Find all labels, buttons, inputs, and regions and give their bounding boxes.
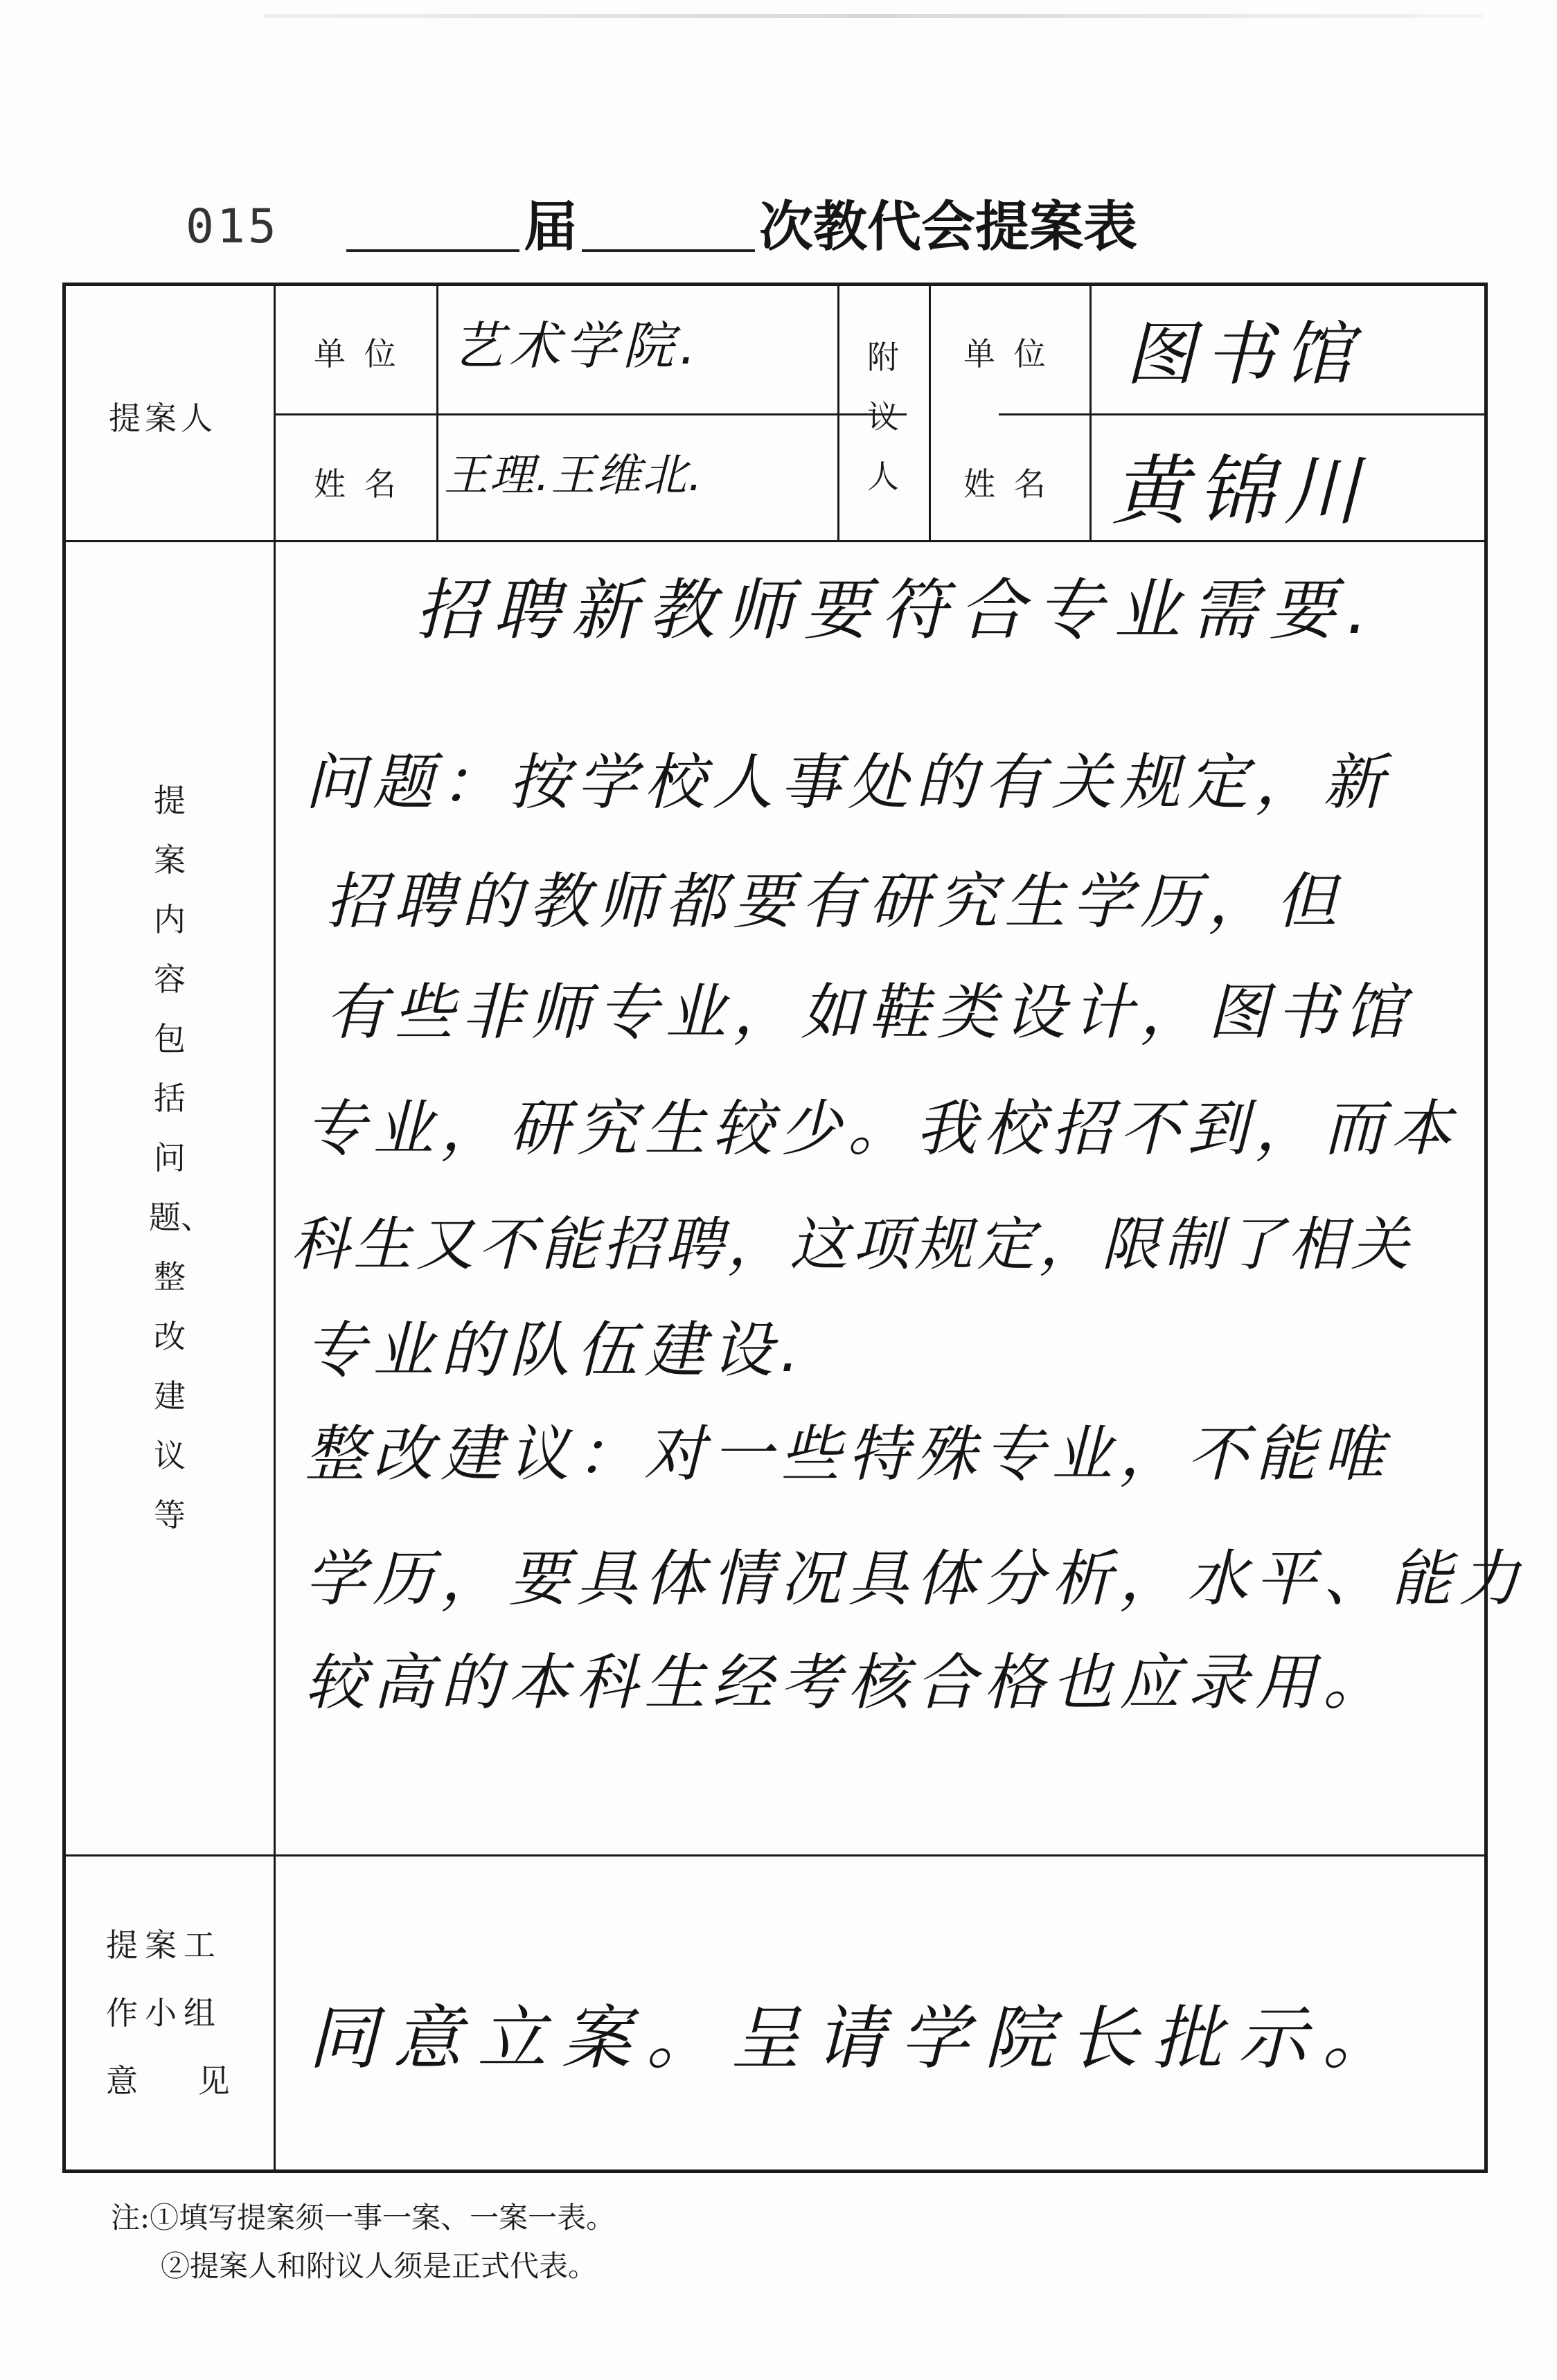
title-word-1: 届 xyxy=(524,195,578,258)
committee-label-3: 意 见 xyxy=(106,2062,255,2100)
cosigner-row-divider xyxy=(999,413,1484,415)
proposer-name-label: 姓 名 xyxy=(314,465,400,503)
content-line-1: 问题：按学校人事处的有关规定，新 xyxy=(305,746,1391,818)
proposer-unit-value: 艺术学院. xyxy=(452,316,702,376)
content-line-7: 整改建议：对一些特殊专业，不能唯 xyxy=(305,1418,1391,1489)
content-line-8: 学历，要具体情况具体分析，水平、能力 xyxy=(305,1543,1527,1614)
cosigner-unit-value: 图书馆 xyxy=(1126,314,1362,395)
proposer-row-divider xyxy=(276,413,907,415)
content-line-9: 较高的本科生经考核合格也应录用。 xyxy=(305,1647,1391,1718)
session-blank xyxy=(346,201,519,252)
row-divider-content xyxy=(66,1854,1484,1856)
serial-number: 015 xyxy=(186,199,279,254)
cosigner-name-label: 姓 名 xyxy=(963,465,1050,503)
scan-edge xyxy=(263,14,1482,18)
row-divider-header xyxy=(66,540,1484,542)
title-word-2: 次教代会提案表 xyxy=(759,195,1138,258)
proposer-label: 提案人 xyxy=(109,400,217,437)
cosigner-label-right-divider xyxy=(1089,286,1092,541)
proposer-unit-label: 单 位 xyxy=(314,335,400,373)
committee-opinion: 同意立案。呈请学院长批示。 xyxy=(308,1998,1407,2079)
cosigner-left-divider xyxy=(837,286,839,541)
content-line-3: 有些非师专业，如鞋类设计，图书馆 xyxy=(326,976,1412,1048)
cosigner-label-left-divider xyxy=(929,286,931,541)
note-line-2: ②提案人和附议人须是正式代表。 xyxy=(161,2249,598,2283)
content-line-title: 招聘新教师要符合专业需要. xyxy=(416,571,1379,649)
left-column-divider xyxy=(274,286,276,2169)
cosigner-name-value: 黄锦川 xyxy=(1112,447,1369,535)
note-line-1: 注:①填写提案须一事一案、一案一表。 xyxy=(111,2201,616,2235)
content-line-5: 科生又不能招聘，这项规定，限制了相关 xyxy=(291,1210,1414,1278)
content-line-6: 专业的队伍建设. xyxy=(305,1314,806,1386)
proposer-label-divider xyxy=(436,286,438,541)
content-line-2: 招聘的教师都要有研究生学历，但 xyxy=(326,866,1344,937)
meeting-blank xyxy=(582,201,755,252)
committee-label-1: 提案工 xyxy=(106,1926,222,1964)
content-label: 提案内容 包括问题、整改建议等 xyxy=(149,782,213,1534)
cosigner-label: 附议人 xyxy=(867,339,899,495)
form-title xyxy=(346,186,1141,258)
cosigner-unit-label: 单 位 xyxy=(963,335,1050,373)
proposer-name-value: 王理.王维北. xyxy=(444,450,704,501)
content-line-4: 专业，研究生较少。我校招不到，而本 xyxy=(305,1093,1459,1164)
committee-label-2: 作小组 xyxy=(106,1994,222,2032)
